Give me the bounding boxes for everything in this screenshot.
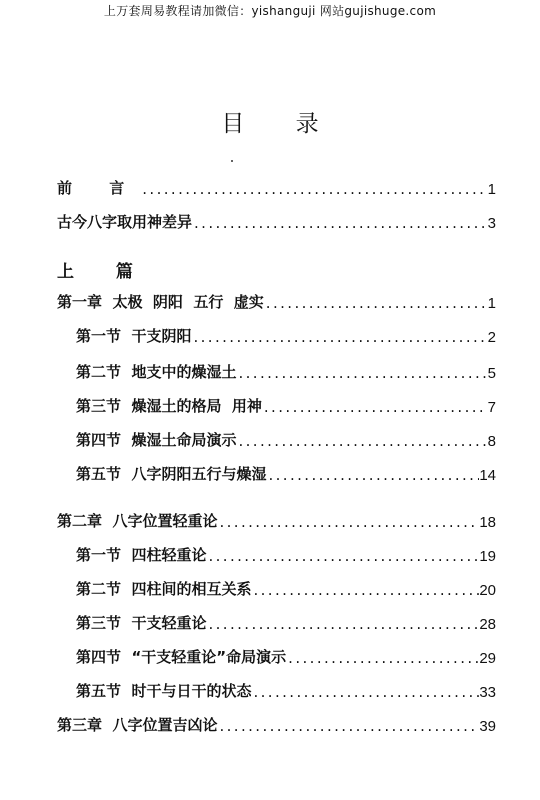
print-speck — [231, 160, 233, 162]
toc-leader-dots — [140, 180, 486, 198]
toc-entry-label: 第二节 地支中的燥湿土 — [76, 363, 237, 381]
toc-leader-dots — [206, 547, 479, 565]
toc-leader-dots — [206, 615, 479, 633]
toc-page-number: 19 — [479, 548, 496, 565]
page-title: 目 录 — [221, 111, 341, 137]
toc-leader-dots — [191, 328, 486, 346]
toc-entry-label: 第三节 燥湿土的格局 用神 — [76, 397, 262, 415]
toc-page-number: 3 — [487, 215, 496, 232]
toc-leader-dots — [217, 717, 479, 735]
toc-leader-dots — [264, 294, 486, 312]
toc-page-number: 1 — [487, 181, 496, 198]
toc-section-2-1[interactable] — [76, 543, 496, 565]
toc-section-1-5[interactable] — [76, 462, 496, 484]
toc-chapter-2[interactable] — [57, 509, 496, 531]
part-heading: 上 篇 — [57, 262, 151, 282]
toc-section-2-3[interactable] — [76, 611, 496, 633]
toc-page-number: 14 — [479, 467, 496, 484]
toc-page-number: 8 — [487, 433, 496, 450]
toc-section-1-2[interactable] — [76, 360, 496, 382]
toc-page-number: 5 — [487, 365, 496, 382]
toc-page-number: 7 — [487, 399, 496, 416]
toc-entry-label: 第四节 燥湿土命局演示 — [76, 431, 237, 449]
toc-section-2-2[interactable] — [76, 577, 496, 599]
toc-entry-label: 第二节 四柱间的相互关系 — [76, 580, 252, 598]
toc-leader-dots — [217, 513, 479, 531]
toc-entry-label: 第五节 八字阴阳五行与燥湿 — [76, 465, 267, 483]
toc-entry-label: 第一节 四柱轻重论 — [76, 546, 207, 564]
toc-entry-label: 第三章 八字位置吉凶论 — [57, 716, 218, 734]
toc-page-number: 33 — [479, 684, 496, 701]
toc-leader-dots — [262, 398, 486, 416]
toc-leader-dots — [266, 466, 479, 484]
toc-entry-label: 第三节 干支轻重论 — [76, 614, 207, 632]
toc-entry-intro[interactable] — [57, 210, 496, 232]
toc-leader-dots — [251, 581, 479, 599]
header-watermark-note: 上万套周易教程请加微信：yishanguji 网站gujishuge.com — [103, 4, 437, 18]
toc-section-1-4[interactable] — [76, 428, 496, 450]
toc-page-number: 20 — [479, 582, 496, 599]
toc-leader-dots — [192, 214, 486, 232]
toc-page-number: 2 — [487, 329, 496, 346]
toc-section-1-1[interactable] — [76, 324, 496, 346]
toc-leader-dots — [236, 432, 486, 450]
toc-entry-preface[interactable] — [57, 176, 496, 198]
toc-section-2-4[interactable] — [76, 645, 496, 667]
toc-page-number: 1 — [487, 295, 496, 312]
toc-page-number: 39 — [479, 718, 496, 735]
toc-entry-label: 古今八字取用神差异 — [57, 213, 193, 231]
toc-page-number: 28 — [479, 616, 496, 633]
toc-entry-label: 第二章 八字位置轻重论 — [57, 512, 218, 530]
toc-page-number: 18 — [479, 514, 496, 531]
toc-entry-label: 第一章 太极 阴阳 五行 虚实 — [57, 293, 264, 311]
toc-entry-label: 第四节 “干支轻重论”命局演示 — [76, 648, 287, 666]
toc-chapter-1[interactable] — [57, 290, 496, 312]
toc-entry-label: 第一节 干支阴阳 — [76, 327, 192, 345]
toc-chapter-3[interactable] — [57, 713, 496, 735]
toc-leader-dots — [236, 364, 486, 382]
toc-page-number: 29 — [479, 650, 496, 667]
toc-leader-dots — [251, 683, 479, 701]
toc-section-2-5[interactable] — [76, 679, 496, 701]
toc-entry-label: 第五节 时干与日干的状态 — [76, 682, 252, 700]
toc-leader-dots — [286, 649, 479, 667]
toc-section-1-3[interactable] — [76, 394, 496, 416]
toc-entry-label: 前 言 — [57, 179, 141, 197]
